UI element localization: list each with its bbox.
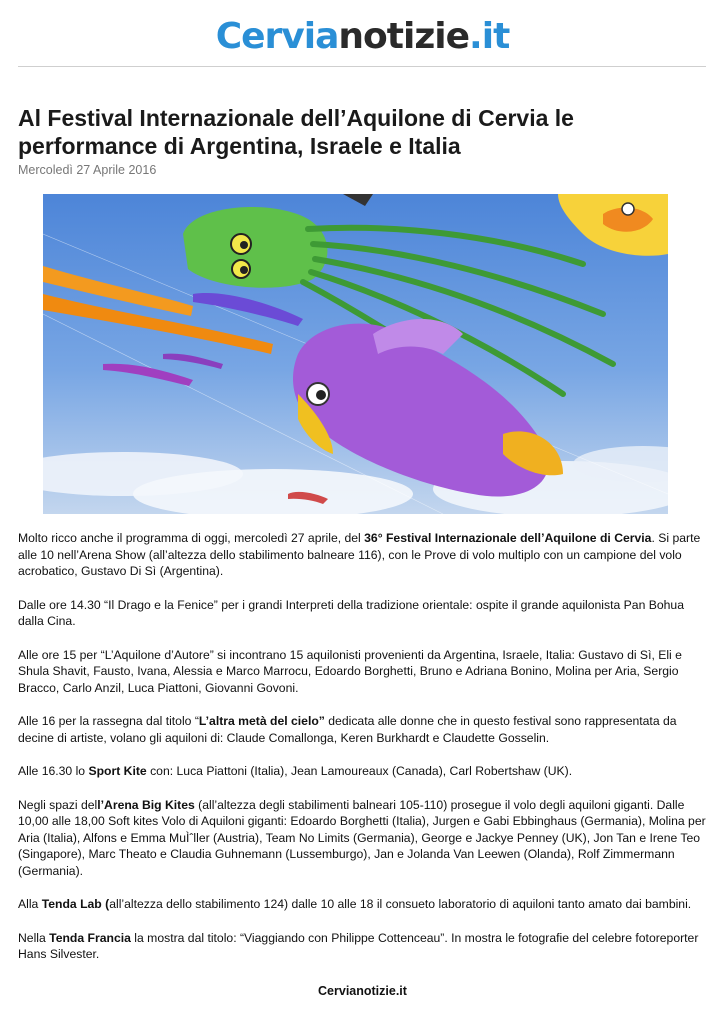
article-photo-kites [43, 194, 668, 514]
paragraph-aquilone-autore: Alle ore 15 per “L’Aquilone d’Autore” si incontrano 15 aquilonisti provenienti da Argentina, Israele, Italia: Gustavo di Sì, Eli e Shula Shavit, Fausto, Ivana, Alessia e Marco Marrocu, Edoardo Borghetti, Bruno e Adriana Bonino, Molina per Aria, Sergio Bracco, Carlo Anzil, Luca Piattoni, Giovanni Govoni. [18, 647, 682, 695]
sport-kite-label: Sport Kite [88, 764, 147, 778]
paragraph-tenda-francia: Nella Tenda Francia la mostra dal titolo: “Viaggiando con Philippe Cottenceau”. In mostra le fotografie del celebre fotoreporter Hans Silvester. [18, 930, 699, 961]
footer-site-name: Cervianotizie.it [318, 984, 407, 998]
paragraph-tenda-lab: Alla Tenda Lab (all’altezza dello stabilimento 124) dalle 10 alle 18 il consueto laboratorio di aquiloni tanto amato dai bambini. [18, 897, 692, 911]
paragraph-drago-fenice: Dalle ore 14.30 “Il Drago e la Fenice” per i grandi Interpreti della tradizione orientale: ospite il grande aquilonista Pan Bohua dalla Cina. [18, 597, 684, 628]
site-logo[interactable] [0, 16, 725, 57]
article-date: Mercoledì 27 Aprile 2016 [18, 163, 157, 177]
tenda-lab-label: Tenda Lab ( [41, 897, 110, 911]
paragraph-altra-meta: Alle 16 per la rassegna dal titolo “L’altra metà del cielo” dedicata alle donne che in questo festival sono rappresentata da decine di artiste, volano gli aquiloni di: Claude Comallonga, Keren Burkhardt e Claudette Gosselin. [18, 714, 677, 745]
logo-part-cervia: Cervia [215, 16, 339, 57]
tenda-francia-label: Tenda Francia [49, 930, 131, 945]
altra-meta-title: L’altra metà del cielo” [198, 714, 325, 728]
kites-illustration [43, 194, 668, 514]
logo-part-notizie: notizie [338, 16, 470, 57]
article-title: Al Festival Internazionale dell’Aquilone di Cervia le performance di Argentina, Israele e Italia [18, 105, 574, 159]
header-divider [18, 66, 706, 67]
article-body [18, 530, 708, 980]
paragraph-big-kites: Negli spazi dell’Arena Big Kites (all’altezza degli stabilimenti balneari 105-110) prosegue il volo degli aquiloni giganti. Dalle 10,00 alle 18,00 Soft kites Volo di Aquiloni giganti: Edoardo Borghetti (Italia), Jurgen e Gabi Ebbinghaus (Germania), Molina per Aria (Italia), Alfons e Emma MuÌˆller (Austria), Team No Limits (Germania), George e Jackye Penney (UK), Jon Tan e Irene Teo (Singapore), Marc Theato e Claudia Guhnemann (Lussemburgo), Jan e Jolanda Van Leewen (Olanda), Rolf Zimmermann (Germania). [18, 797, 706, 878]
arena-big-kites-label: l’Arena Big Kites [97, 797, 195, 812]
paragraph-intro: Molto ricco anche il programma di oggi, mercoledì 27 aprile, del 36° Festival Internazionale dell’Aquilone di Cervia. Si parte alle 10 nell’Arena Show (all’altezza dello stabilimento balneare 116), con le Prove di volo multiplo con un campione del volo acrobatico, Gustavo Di Sì (Argentina). [18, 531, 701, 578]
logo-part-it: .it [469, 16, 510, 57]
paragraph-sport-kite: Alle 16.30 lo Sport Kite con: Luca Piattoni (Italia), Jean Lamoureaux (Canada), Carl Robertshaw (UK). [18, 764, 573, 778]
festival-name: 36° Festival Internazionale dell’Aquilone di Cervia [364, 531, 652, 545]
